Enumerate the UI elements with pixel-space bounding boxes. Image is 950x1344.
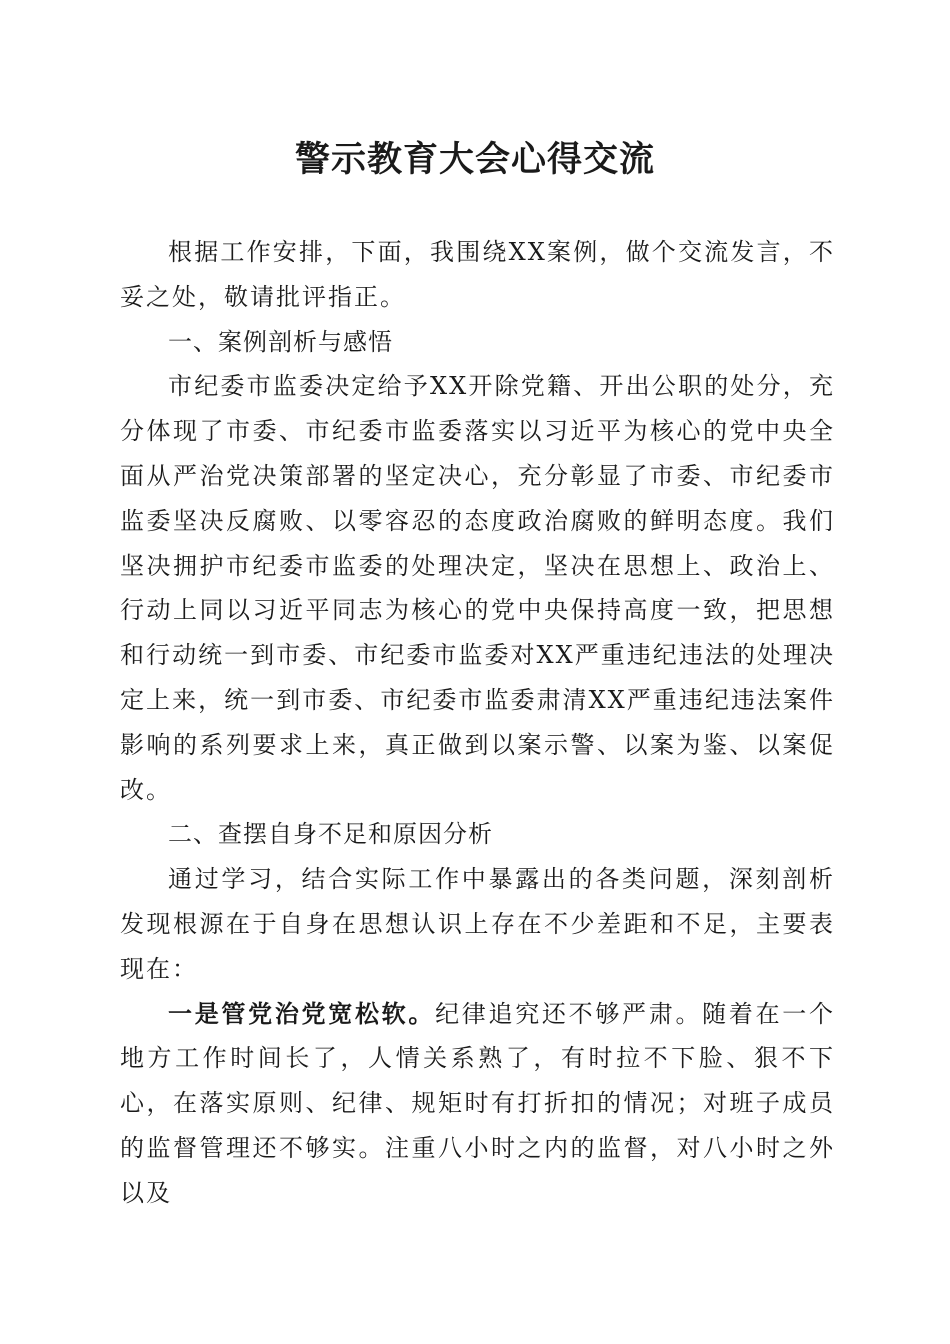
point-one-lead: 一是管党治党宽松软。 [168, 999, 436, 1028]
point-one-text: 纪律追究还不够严肃。随着在一个地方工作时间长了，人情关系熟了，有时拉不下脸、狠不下心，在落实原则、纪律、规矩时有打折扣的情况；对班子成员的监督管理还不够实。注重八小时之内的监督，对八小时之外以及 [120, 999, 836, 1207]
document-title: 警示教育大会心得交流 [294, 139, 655, 180]
case-analysis-paragraph: 市纪委市监委决定给予XX开除党籍、开出公职的处分，充分体现了市委、市纪委市监委落实以习近平为核心的党中央全面从严治党决策部署的坚定决心，充分彰显了市委、市纪委市监委坚决反腐败、以零容忍的态度政治腐败的鲜明态度。我们坚决拥护市纪委市监委的处理决定，坚决在思想上、政治上、行动上同以习近平同志为核心的党中央保持高度一致，把思想和行动统一到市委、市纪委市监委对XX严重违纪违法的处理决定上来，统一到市委、市纪委市监委肃清XX严重违纪违法案件影响的系列要求上来，真正做到以案示警、以案为鉴、以案促改。 [120, 372, 835, 804]
section-heading-self-examination: 二、查摆自身不足和原因分析 [168, 820, 493, 849]
self-examination-paragraph: 通过学习，结合实际工作中暴露出的各类问题，深刻剖析发现根源在于自身在思想认识上存在不少差距和不足，主要表现在： [120, 865, 835, 983]
document-body [120, 230, 835, 1216]
intro-paragraph: 根据工作安排，下面，我围绕XX案例，做个交流发言，不妥之处，敬请批评指正。 [120, 238, 835, 311]
point-one-paragraph [120, 992, 835, 1216]
section-heading-case-analysis: 一、案例剖析与感悟 [168, 327, 393, 356]
